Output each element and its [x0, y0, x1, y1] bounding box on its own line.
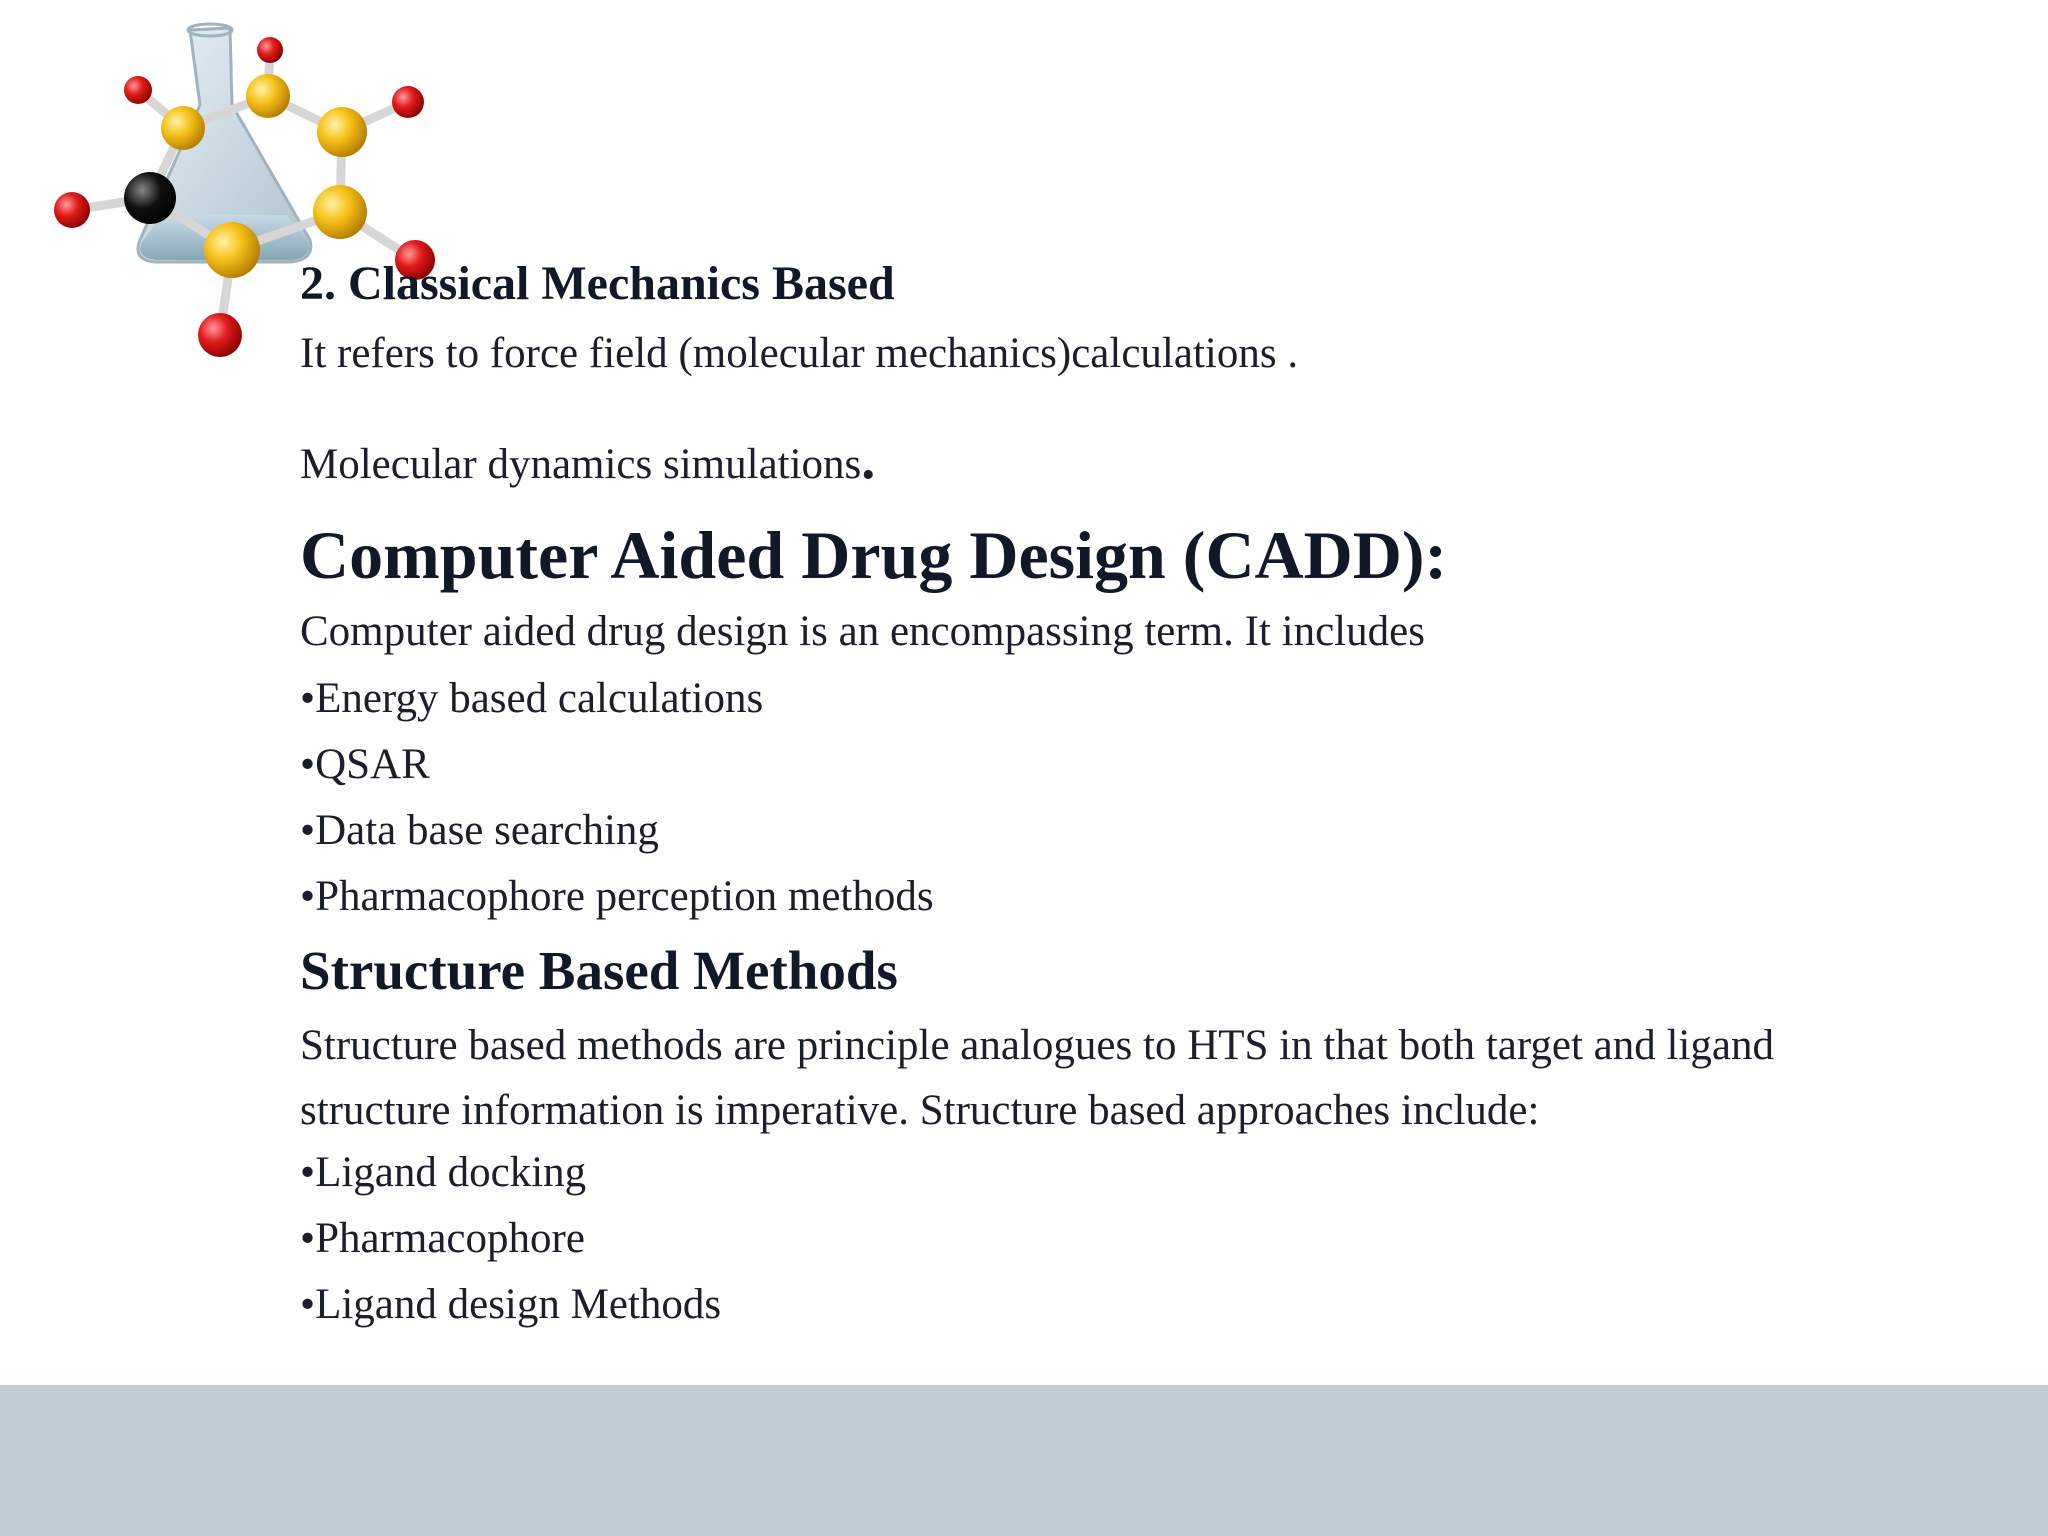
structure-list	[300, 1140, 721, 1338]
list-item: • QSAR	[300, 732, 934, 798]
cadd-title: Computer Aided Drug Design (CADD):	[300, 517, 1448, 593]
md-line	[300, 429, 876, 493]
list-item: • Ligand docking	[300, 1140, 721, 1206]
force-field-line: It refers to force field (molecular mechanics)calculations .	[300, 330, 1299, 377]
list-item: • Energy based calculations	[300, 666, 934, 732]
structure-paragraph: Structure based methods are principle analogues to HTS in that both target and ligand structure information is imperative. Structure based approaches include:	[300, 1022, 1774, 1134]
list-item: • Ligand design Methods	[300, 1272, 721, 1338]
list-item: • Data base searching	[300, 798, 934, 864]
section-subheading: 2. Classical Mechanics Based	[300, 257, 895, 310]
md-line-dot: .	[861, 429, 876, 491]
molecule-flask-icon	[40, 10, 460, 370]
list-item: • Pharmacophore	[300, 1206, 721, 1272]
cadd-list	[300, 666, 934, 930]
list-item: • Pharmacophore perception methods	[300, 864, 934, 930]
cadd-intro: Computer aided drug design is an encompassing term. It includes	[300, 608, 1425, 655]
md-line-text: Molecular dynamics simulations	[300, 441, 862, 488]
footer-band	[0, 1385, 2048, 1536]
structure-title: Structure Based Methods	[300, 940, 898, 1001]
